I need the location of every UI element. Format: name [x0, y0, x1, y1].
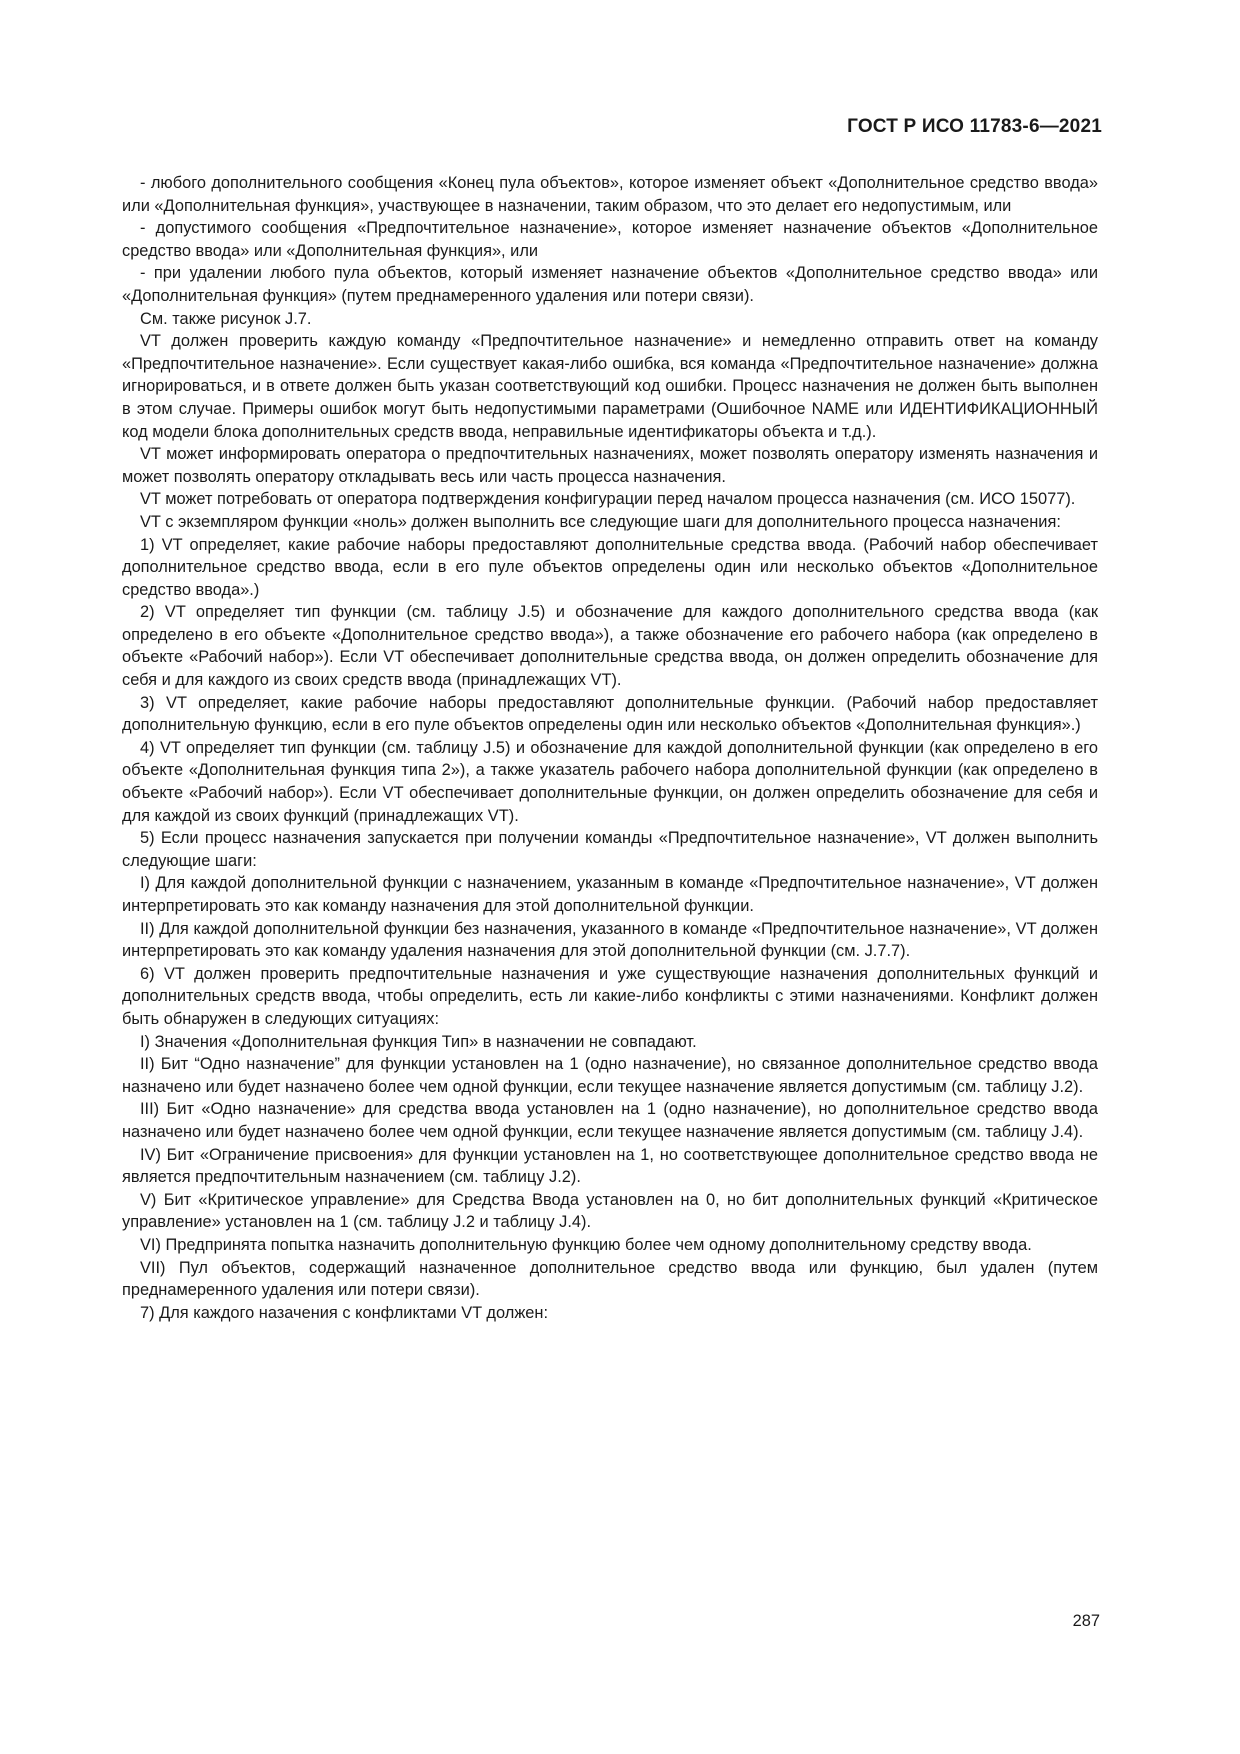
page-number: 287	[1072, 1612, 1100, 1630]
paragraph-step-6-iii: III) Бит «Одно назначение» для средства ввода установлен на 1 (одно назначение), но дополнительное средство ввода назначено или будет назначено более чем одной функции, если текущее назначение является допустимым (см. таблицу J.4).	[122, 1100, 1098, 1141]
document-code-header: ГОСТ Р ИСО 11783-6—2021	[847, 116, 1102, 137]
paragraph-step-1: 1) VT определяет, какие рабочие наборы предоставляют дополнительные средства ввода. (Рабочий набор обеспечивает дополнительное средство ввода, если в его пуле объектов определены один или несколько объектов «Дополнительное средство ввода».)	[122, 535, 1098, 599]
paragraph-step-5-i: I) Для каждой дополнительной функции с назначением, указанным в команде «Предпочтительное назначение», VT должен интерпретировать это как команду назначения для этой дополнительной функции.	[122, 874, 1098, 915]
paragraph-bullet-2: - допустимого сообщения «Предпочтительное назначение», которое изменяет назначение объектов «Дополнительное средство ввода» или «Дополнительная функция», или	[122, 219, 1098, 260]
paragraph-step-6-ii: II) Бит “Одно назначение” для функции установлен на 1 (одно назначение), но связанное дополнительное средство ввода назначено или будет назначено более чем одной функции, если текущее назначение является допустимым (см. таблицу J.2).	[122, 1055, 1098, 1096]
paragraph-step-6-vi: VI) Предпринята попытка назначить дополнительную функцию более чем одному дополнительному средству ввода.	[140, 1235, 1032, 1254]
paragraph-step-5: 5) Если процесс назначения запускается при получении команды «Предпочтительное назначение», VT должен выполнить следующие шаги:	[122, 829, 1098, 870]
paragraph-vt-inform: VT может информировать оператора о предпочтительных назначениях, может позволять оператору изменять назначения и может позволять оператору откладывать весь или часть процесса назначения.	[122, 445, 1098, 486]
paragraph-see-also: См. также рисунок J.7.	[140, 309, 312, 328]
paragraph-step-6-v: V) Бит «Критическое управление» для Средства Ввода установлен на 0, но бит дополнительных функций «Критическое управление» установлен на 1 (см. таблицу J.2 и таблицу J.4).	[122, 1190, 1098, 1232]
paragraph-vt-null: VT с экземпляром функции «ноль» должен выполнить все следующие шаги для дополнительного процесса назначения:	[140, 512, 1061, 531]
paragraph-step-6-vii: VII) Пул объектов, содержащий назначенное дополнительное средство ввода или функцию, был удален (путем преднамеренного удаления или потери связи).	[122, 1258, 1098, 1300]
paragraph-step-2: 2) VT определяет тип функции (см. таблицу J.5) и обозначение для каждого дополнительного средства ввода (как определено в его объекте «Дополнительное средство ввода»), а также обозначение его рабочего набора (как определено в объекте «Рабочий набор»). Если VT обеспечивает дополнительные средства ввода, он должен определить обозначение для себя и для каждого из своих средств ввода (принадлежащих VT).	[122, 603, 1098, 690]
paragraph-step-6-iv: IV) Бит «Ограничение присвоения» для функции установлен на 1, но соответствующее дополнительное средство ввода не является предпочтительным назначением (см. таблицу J.2).	[122, 1145, 1098, 1187]
paragraph-step-3: 3) VT определяет, какие рабочие наборы предоставляют дополнительные функции. (Рабочий набор предоставляет дополнительную функцию, если в его пуле объектов определены один или несколько объектов «Дополнительная функция».)	[122, 693, 1098, 735]
paragraph-bullet-1: - любого дополнительного сообщения «Конец пула объектов», которое изменяет объект «Дополнительное средство ввода» или «Дополнительная функция», участвующее в назначении, таким образом, что это делает его недопустимым, или	[122, 174, 1098, 215]
paragraph-vt-confirm: VT может потребовать от оператора подтверждения конфигурации перед началом процесса назначения (см. ИСО 15077).	[140, 490, 1076, 509]
paragraph-bullet-3: - при удалении любого пула объектов, который изменяет назначение объектов «Дополнительное средство ввода» или «Дополнительная функция» (путем преднамеренного удаления или потери связи).	[122, 264, 1098, 305]
body-text	[122, 172, 1098, 1324]
paragraph-step-5-ii: II) Для каждой дополнительной функции без назначения, указанного в команде «Предпочтительное назначение», VT должен интерпретировать это как команду удаления назначения для этой дополнительной функции (см. J.7.7).	[122, 919, 1098, 961]
paragraph-vt-check: VT должен проверить каждую команду «Предпочтительное назначение» и немедленно отправить ответ на команду «Предпочтительное назначение». Если существует какая-либо ошибка, вся команда «Предпочтительное назначение» должна игнорироваться, и в ответе должен быть указан соответствующий код ошибки. Процесс назначения не должен быть выполнен в этом случае. Примеры ошибок могут быть недопустимыми параметрами (Ошибочное NAME или ИДЕНТИФИКАЦИОННЫЙ код модели блока дополнительных средств ввода, неправильные идентификаторы объекта и т.д.).	[122, 332, 1098, 441]
paragraph-step-6: 6) VT должен проверить предпочтительные назначения и уже существующие назначения дополнительных функций и дополнительных средств ввода, чтобы определить, есть ли какие-либо конфликты с этими назначениями. Конфликт должен быть обнаружен в следующих ситуациях:	[122, 964, 1098, 1028]
paragraph-step-4: 4) VT определяет тип функции (см. таблицу J.5) и обозначение для каждой дополнительной функции (как определено в его объекте «Дополнительная функция типа 2»), а также указатель рабочего набора дополнительной функции (как определено в объекте «Рабочий набор»). Если VT обеспечивает дополнительные функции, он должен определить обозначение для себя и для каждой из своих функций (принадлежащих VT).	[122, 738, 1098, 825]
paragraph-step-6-i: I) Значения «Дополнительная функция Тип» в назначении не совпадают.	[140, 1032, 697, 1051]
paragraph-step-7: 7) Для каждого назачения с конфликтами VT должен:	[140, 1303, 549, 1322]
